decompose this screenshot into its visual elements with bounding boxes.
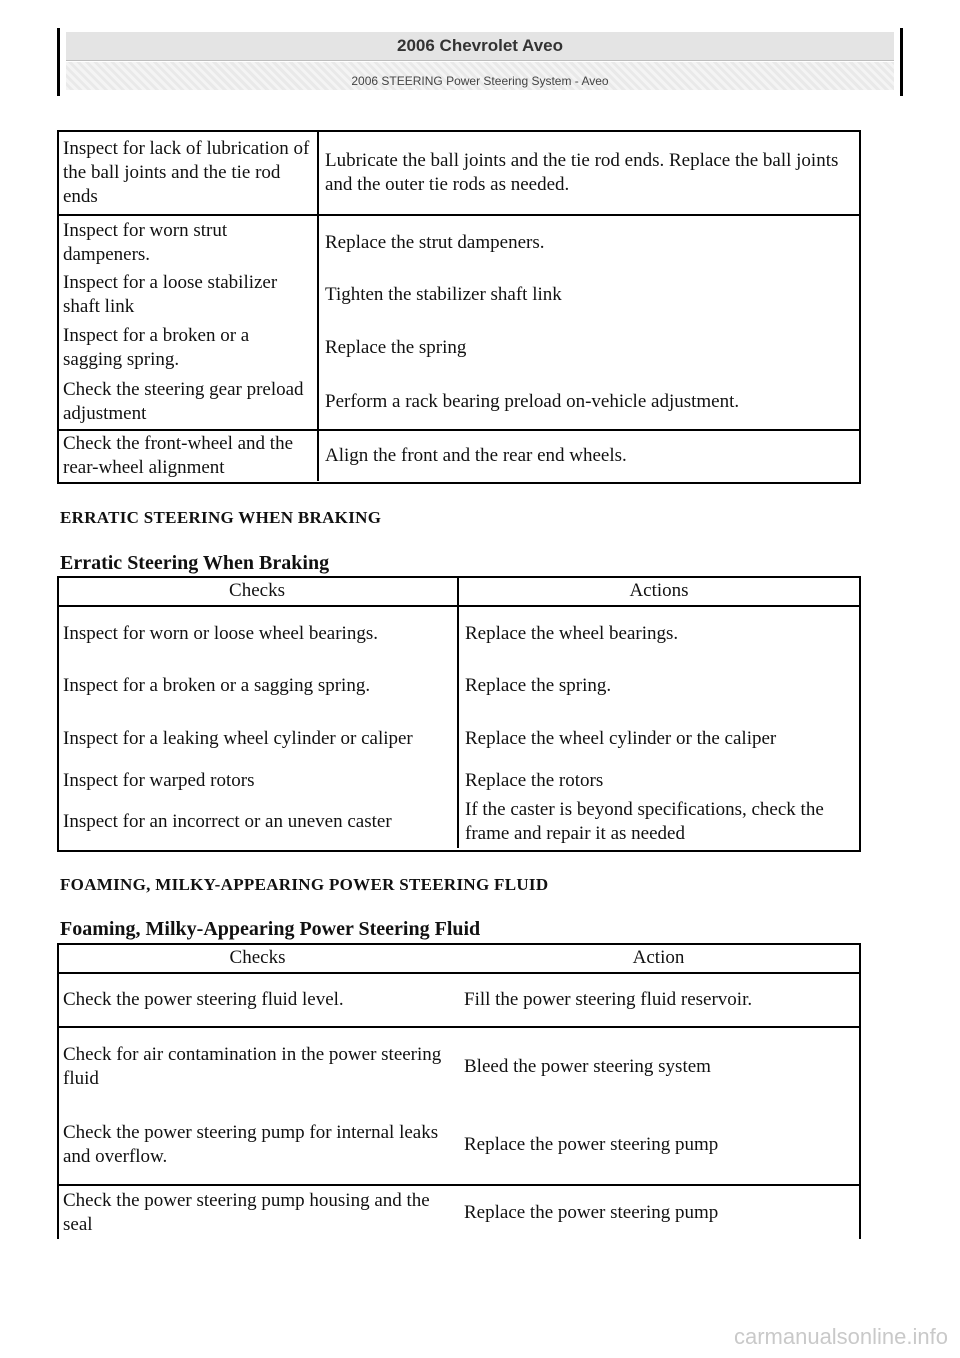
table1: [57, 131, 859, 481]
check-cell: Check for air contamination in the power steering fluid: [63, 1043, 442, 1089]
table-row: [57, 973, 859, 1027]
check-cell: Check the power steering pump housing and the seal: [63, 1189, 430, 1235]
table-row: [57, 1027, 859, 1105]
table3: [57, 944, 859, 1239]
table-row: [57, 131, 859, 215]
table-row: [57, 1105, 859, 1185]
table-title: Erratic Steering When Braking: [60, 552, 330, 574]
check-cell: Inspect for worn or loose wheel bearings.: [63, 622, 378, 644]
table-header-row: [57, 577, 859, 606]
action-cell: Replace the power steering pump: [458, 1105, 859, 1185]
action-cell: If the caster is beyond specifications, check the frame and repair it as needed: [458, 796, 859, 848]
table-row: [57, 375, 859, 430]
document-subtitle: 2006 STEERING Power Steering System - Aveo: [66, 62, 894, 90]
action-cell: Perform a rack bearing preload on-vehicle adjustment.: [318, 375, 859, 430]
table-header-row: [57, 944, 859, 973]
action-cell: Lubricate the ball joints and the tie rod ends. Replace the ball joints and the outer tie rods as needed.: [318, 131, 859, 215]
section-heading: FOAMING, MILKY-APPEARING POWER STEERING FLUID: [60, 875, 549, 894]
check-cell: Inspect for lack of lubrication of the ball joints and the tie rod ends: [57, 131, 318, 215]
table-row: [57, 1185, 859, 1239]
check-cell: Inspect for a leaking wheel cylinder or caliper: [63, 728, 413, 749]
document-title: 2006 Chevrolet Aveo: [66, 32, 894, 61]
check-cell: Check the power steering pump for internal leaks and overflow.: [57, 1105, 458, 1185]
action-cell: Replace the strut dampeners.: [318, 215, 859, 269]
check-cell: Inspect for a broken or a sagging spring.: [63, 325, 250, 370]
check-cell: Inspect for warped rotors: [63, 770, 255, 791]
table-row: [57, 606, 859, 660]
table-title: Foaming, Milky-Appearing Power Steering Fluid: [60, 918, 481, 940]
table-row: [57, 766, 859, 796]
action-cell: Tighten the stabilizer shaft link: [318, 269, 859, 321]
action-cell: Replace the wheel bearings.: [458, 606, 859, 660]
table2: [57, 577, 859, 848]
check-cell: Inspect for an incorrect or an uneven caster: [63, 811, 392, 832]
table-row: [57, 321, 859, 375]
check-cell: Inspect for a broken or a sagging spring.: [63, 675, 371, 696]
check-cell: Inspect for worn strut dampeners.: [63, 219, 228, 265]
table-row: [57, 796, 859, 848]
check-cell: Inspect for a loose stabilizer shaft link: [63, 272, 278, 317]
table-row: [57, 660, 859, 712]
action-cell: Replace the wheel cylinder or the caliper: [458, 712, 859, 766]
action-cell: Replace the power steering pump: [464, 1201, 719, 1223]
check-cell: Check the front-wheel and the rear-wheel alignment: [63, 433, 294, 478]
column-header-checks: Checks: [57, 944, 458, 973]
check-cell: Check the power steering fluid level.: [57, 973, 458, 1027]
action-cell: Replace the rotors: [458, 766, 859, 796]
table-row: [57, 269, 859, 321]
action-cell: Align the front and the rear end wheels.: [318, 430, 859, 481]
column-header-action: Action: [458, 944, 859, 973]
action-cell: Replace the spring: [318, 321, 859, 375]
column-header-actions: Actions: [458, 577, 859, 606]
table-row: [57, 215, 859, 269]
action-cell: Fill the power steering fluid reservoir.: [458, 973, 859, 1027]
action-cell: Replace the spring.: [458, 660, 859, 712]
table-row: [57, 712, 859, 766]
check-cell: Check the steering gear preload adjustment: [57, 375, 318, 430]
section-heading: ERRATIC STEERING WHEN BRAKING: [60, 508, 382, 527]
table-row: [57, 430, 859, 481]
watermark: carmanualsonline.info: [733, 1324, 948, 1349]
document-header: [57, 28, 903, 96]
action-cell: Bleed the power steering system: [464, 1055, 711, 1077]
column-header-checks: Checks: [57, 577, 458, 606]
